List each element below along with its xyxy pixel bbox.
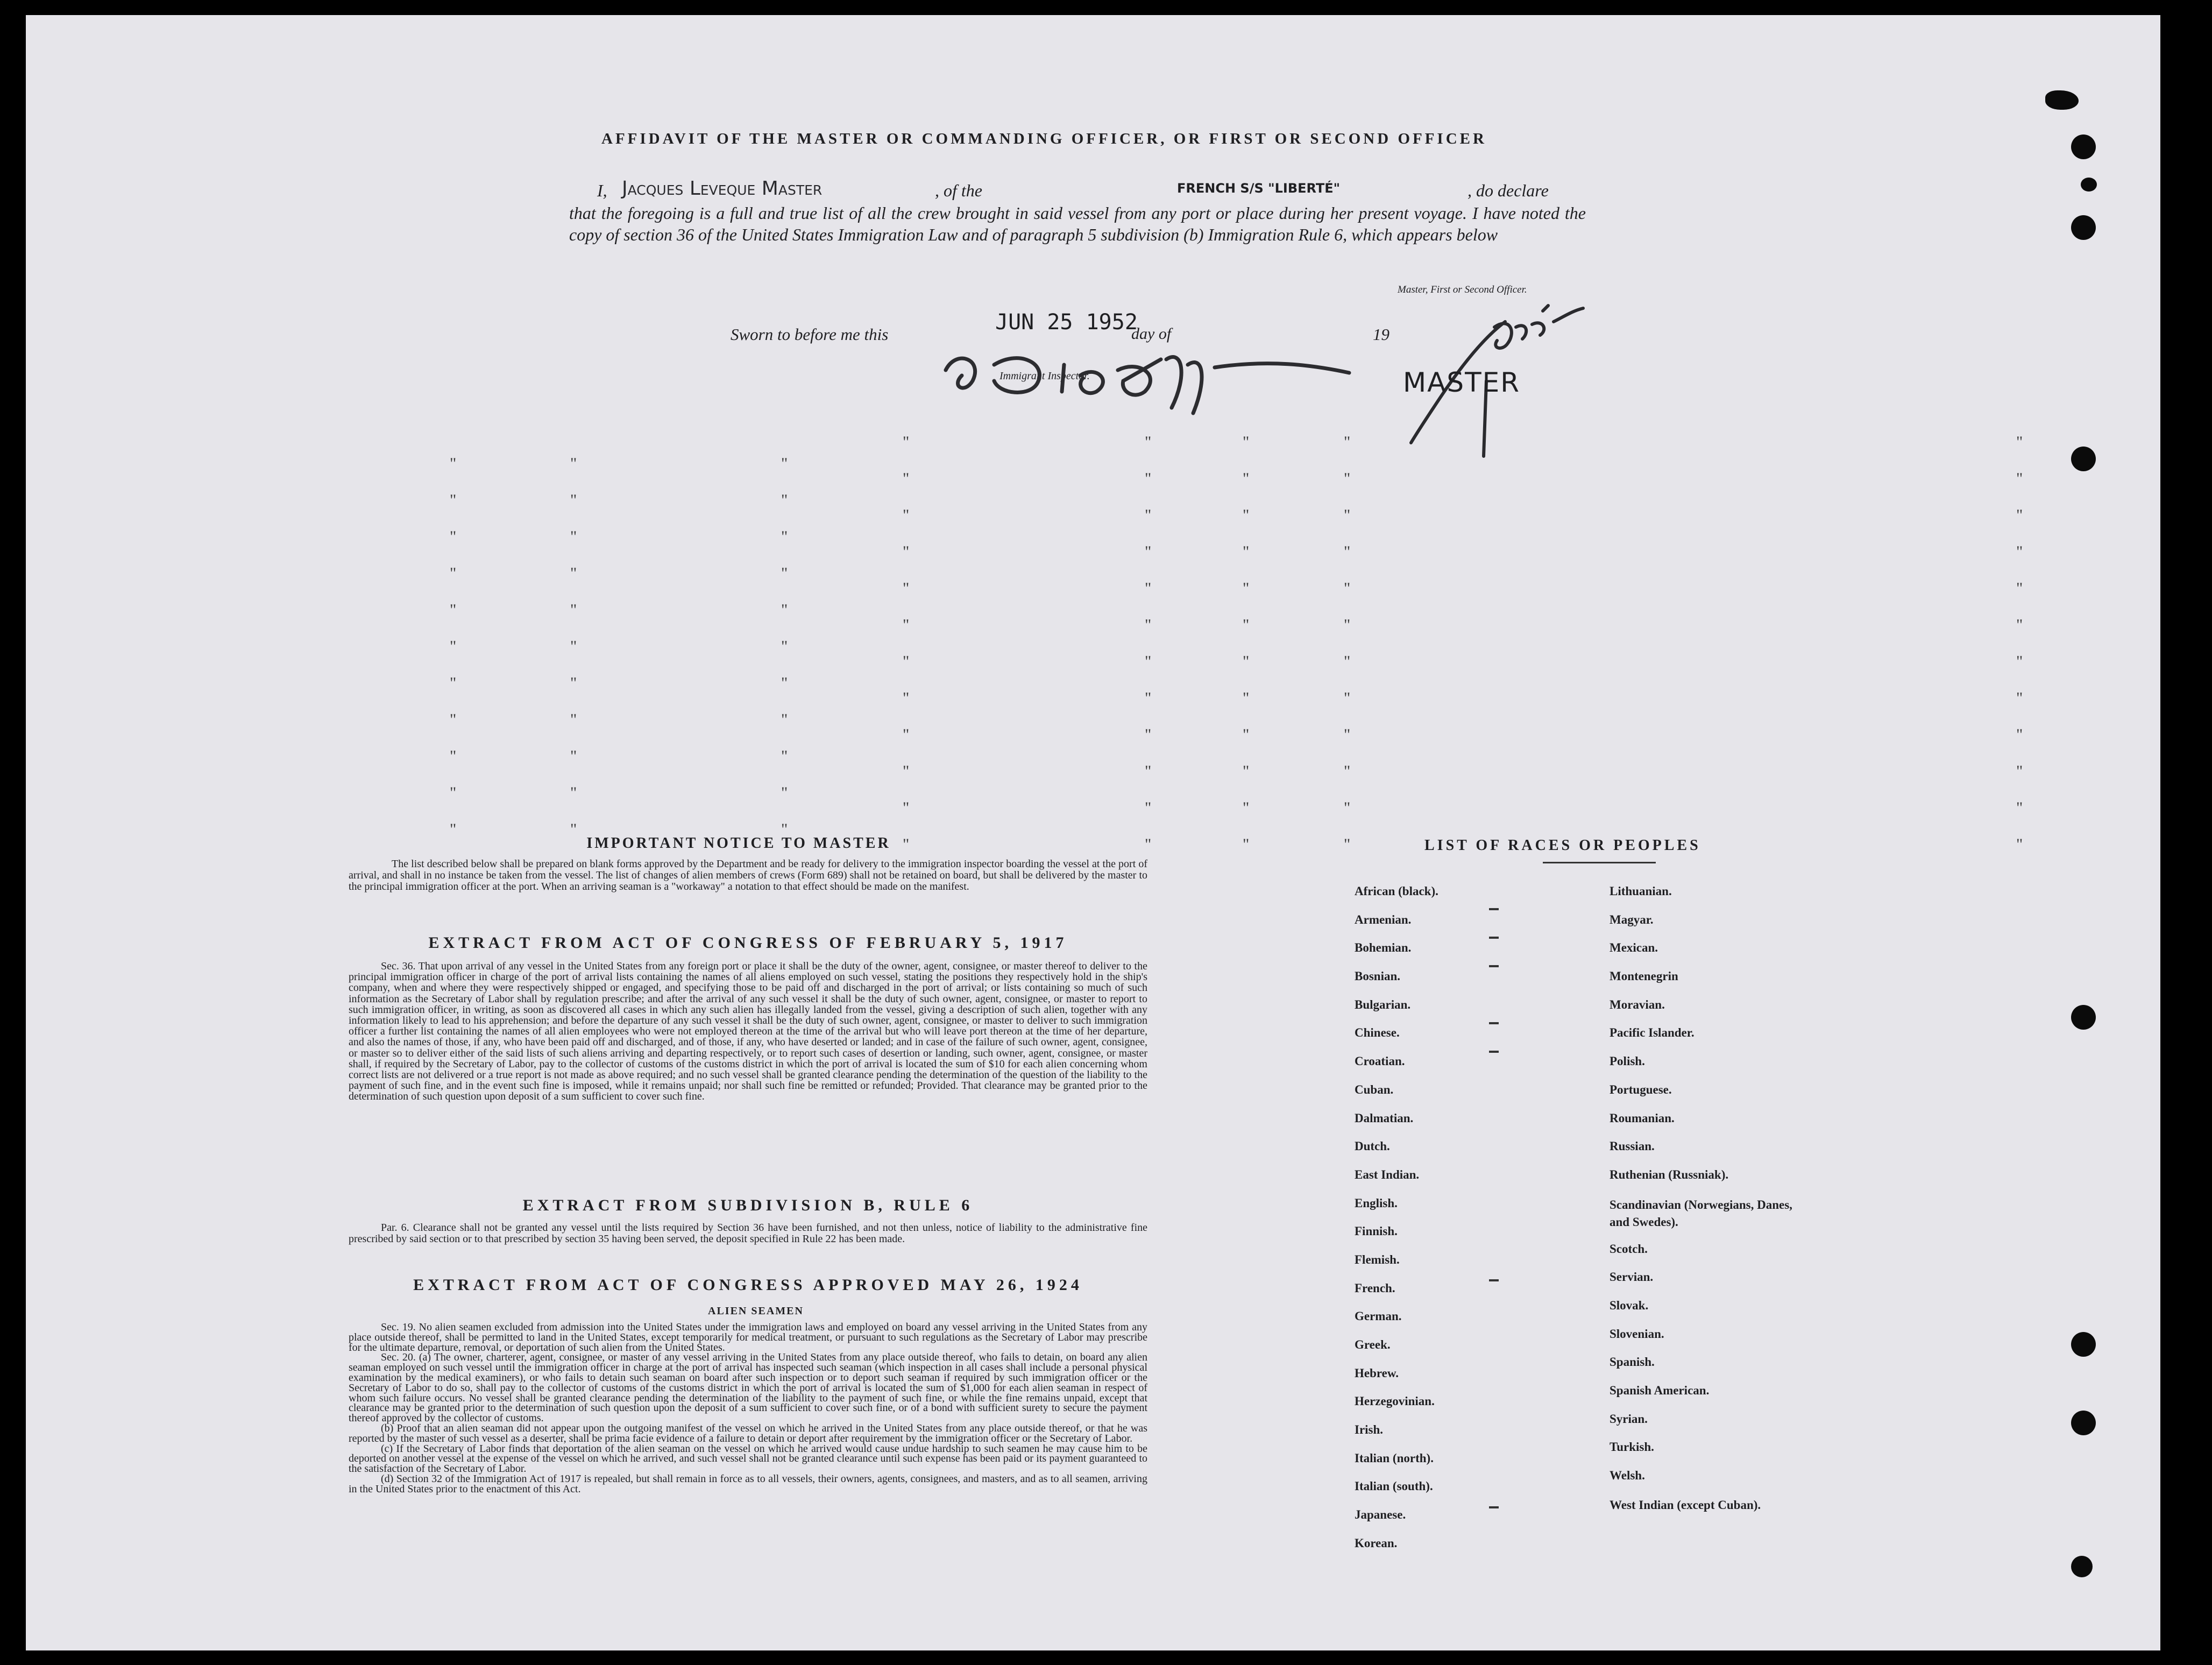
punch-hole bbox=[2071, 1005, 2096, 1030]
ditto-mark: " bbox=[781, 784, 788, 802]
ditto-mark: " bbox=[1145, 689, 1152, 707]
ditto-mark: " bbox=[781, 820, 788, 838]
alien-seamen-subtitle: ALIEN SEAMEN bbox=[708, 1305, 804, 1317]
ditto-mark: " bbox=[1243, 689, 1250, 707]
race-item: Spanish American. bbox=[1610, 1384, 1710, 1397]
race-item: Portuguese. bbox=[1610, 1082, 1672, 1096]
race-item: Turkish. bbox=[1610, 1440, 1654, 1454]
ditto-mark: " bbox=[450, 820, 457, 838]
race-item: Flemish. bbox=[1355, 1252, 1400, 1266]
subdivision-b-title: EXTRACT FROM SUBDIVISION B, RULE 6 bbox=[522, 1196, 974, 1214]
race-item: Finnish. bbox=[1355, 1224, 1398, 1238]
ditto-mark: " bbox=[781, 637, 788, 655]
ditto-mark: " bbox=[1145, 835, 1152, 853]
ditto-column bbox=[781, 445, 788, 848]
ditto-mark: " bbox=[1145, 799, 1152, 817]
day-of-text: day of bbox=[1131, 325, 1172, 343]
race-item: African (black). bbox=[1355, 884, 1438, 898]
notice-text: The list described below shall be prepared on blank forms approved by the Department and be ready for delivery to the immigration inspector boarding the vessel at the port of arrival, and shall in no instance be taken from the vessel. The list of changes of alien members of crews (Form 689) shall not be retained on board, but shall be delivered by the master to the principal immigration officer at the port. When an arriving seaman is a "workaway" a notation to that effect should be made on the manifest. bbox=[349, 858, 1147, 892]
extract-1917-text: Sec. 36. That upon arrival of any vessel in the United States from any foreign port or place it shall be the duty of the owner, agent, consignee, or master thereof to deliver to the principal immigration officer in charge of the port of arrival lists containing the names of all aliens employed on such vessel, stating the positions they respectively hold in the ship's company, when and where they were respectively shipped or engaged, and specifying those to be paid off and discharged in the port of arrival; or lists containing so much of such information as the Secretary of Labor shall by regulation prescribe; and after the arrival of any such vessel it shall be the duty of such owner, agent, consignee, or master to report to such immigration officer, in writing, as soon as discovered all cases in which any such alien has illegally landed from the vessel, giving a description of such alien, together with any information likely to lead to his apprehension; and before the departure of any such vessel it shall be the duty of such owner, agent, consignee, or master to deliver to such immigration officer a further list containing the names of all alien employees who were not employed thereon at the time of the arrival but who will leave port thereon at the time of her departure, and also the names of those, if any, who have been paid off and discharged, and of those, if any, who have deserted or landed; and in case of the failure of such owner, agent, consignee, or master so to deliver either of the said lists of such aliens arriving and departing respectively, or to report such cases of desertion or landing, such owner, agent, consignee, or master shall, if required by the Secretary of Labor, pay to the collector of customs of the customs district in which the port of arrival is located the sum of $10 for each alien concerning whom correct lists are not delivered or a true report is not made as above required; and no such vessel shall be granted clearance pending the determination of the question of the liability to the payment of such fine, and in the event such fine is imposed, while it remains unpaid; nor shall such fine be remitted or refunded; Provided. That clearance may be granted prior to the determination of such question upon deposit of a sum sufficient to cover such fine. bbox=[349, 960, 1147, 1103]
affidavit-body: that the foregoing is a full and true list of all the crew brought in said vessel from any port or place during her present voyage. I have noted the copy of section 36 of the United States Immigration Law and of paragraph 5 subdivision (b) Immigration Rule 6, which appears below bbox=[569, 203, 1586, 244]
ditto-mark: " bbox=[2016, 616, 2023, 634]
ditto-mark: " bbox=[781, 601, 788, 619]
ditto-mark: " bbox=[781, 491, 788, 509]
race-item: Roumanian. bbox=[1610, 1111, 1675, 1125]
race-item: Polish. bbox=[1610, 1054, 1645, 1068]
race-item: Spanish. bbox=[1610, 1355, 1655, 1369]
race-item: Croatian. bbox=[1355, 1054, 1405, 1068]
ditto-mark: " bbox=[570, 820, 577, 838]
ditto-mark: " bbox=[1243, 543, 1250, 561]
race-item: Bohemian. bbox=[1355, 941, 1412, 955]
declare-text: , do declare bbox=[1467, 181, 1549, 200]
race-item: Dutch. bbox=[1355, 1139, 1390, 1153]
ditto-mark: " bbox=[1344, 762, 1351, 780]
race-item: Ruthenian (Russniak). bbox=[1610, 1167, 1729, 1181]
dash-mark bbox=[1489, 908, 1499, 910]
ditto-mark: " bbox=[1243, 433, 1250, 451]
date-stamp: JUN 25 1952 bbox=[995, 310, 1138, 335]
ditto-mark: " bbox=[1145, 579, 1152, 597]
races-title: LIST OF RACES OR PEOPLES bbox=[1424, 837, 1701, 854]
master-name: Jacques Leveque Master bbox=[622, 178, 823, 200]
ditto-mark: " bbox=[1243, 835, 1250, 853]
race-item: Irish. bbox=[1355, 1423, 1384, 1437]
ditto-mark: " bbox=[1243, 726, 1250, 743]
race-item: Welsh. bbox=[1610, 1469, 1645, 1483]
ditto-mark: " bbox=[1344, 470, 1351, 487]
ditto-mark: " bbox=[781, 455, 788, 472]
extract-1924-title: EXTRACT FROM ACT OF CONGRESS APPROVED MAY 26, 1924 bbox=[413, 1276, 1083, 1294]
race-item: Korean. bbox=[1355, 1536, 1398, 1550]
races-list-left bbox=[1355, 884, 1438, 1565]
ditto-mark: " bbox=[1243, 799, 1250, 817]
inspector-signature bbox=[935, 327, 1355, 419]
of-the-text: , of the bbox=[935, 181, 982, 200]
punch-hole bbox=[2071, 1411, 2096, 1435]
race-item: East Indian. bbox=[1355, 1167, 1420, 1181]
ditto-mark: " bbox=[570, 711, 577, 728]
master-stamp: MASTER bbox=[1403, 367, 1520, 398]
ditto-mark: " bbox=[450, 637, 457, 655]
punch-hole bbox=[2071, 1332, 2096, 1357]
subdivision-b-text: Par. 6. Clearance shall not be granted any vessel until the lists required by Section 36 have been furnished, and not then unless, notice of liability to the administrative fine prescribed by said section or to that prescribed by section 35 having been served, the deposit specified in Rule 22 has been made. bbox=[349, 1222, 1147, 1245]
ditto-mark: " bbox=[903, 835, 910, 853]
ditto-column bbox=[903, 424, 909, 863]
ditto-mark: " bbox=[450, 528, 457, 545]
affidavit-title: AFFIDAVIT OF THE MASTER OR COMMANDING OFFICER, OR FIRST OR SECOND OFFICER bbox=[601, 130, 1487, 147]
race-item: French. bbox=[1355, 1281, 1395, 1295]
ditto-mark: " bbox=[1243, 762, 1250, 780]
race-item: Bulgarian. bbox=[1355, 997, 1411, 1011]
ditto-mark: " bbox=[1145, 653, 1152, 670]
ditto-mark: " bbox=[450, 564, 457, 582]
ditto-mark: " bbox=[450, 711, 457, 728]
ditto-mark: " bbox=[450, 491, 457, 509]
dash-mark bbox=[1489, 965, 1499, 967]
race-item: Japanese. bbox=[1355, 1508, 1406, 1522]
ditto-mark: " bbox=[570, 455, 577, 472]
ditto-mark: " bbox=[2016, 433, 2023, 451]
ditto-mark: " bbox=[570, 637, 577, 655]
ditto-mark: " bbox=[2016, 579, 2023, 597]
inspector-caption: Immigrant Inspector. bbox=[999, 370, 1090, 382]
race-item: Hebrew. bbox=[1355, 1366, 1399, 1380]
races-list-right bbox=[1610, 884, 1814, 1525]
punch-hole bbox=[2071, 1556, 2093, 1577]
vessel-name: FRENCH S/S "LIBERTÉ" bbox=[1177, 181, 1341, 196]
race-item: Italian (south). bbox=[1355, 1479, 1433, 1493]
ditto-mark: " bbox=[1145, 506, 1152, 524]
ditto-mark: " bbox=[903, 762, 910, 780]
ditto-mark: " bbox=[2016, 543, 2023, 561]
extract-1924-paragraph: (b) Proof that an alien seaman did not appear upon the outgoing manifest of the vessel on which he arrived in the United States from any place outside thereof, or that he was reported by the master of such vessel as a deserter, shall be prima facie evidence of a failure to detain or deport after requirement by the immigration officer or the Secretary of Labor. bbox=[349, 1422, 1147, 1444]
dash-mark bbox=[1489, 1506, 1499, 1508]
race-item: Cuban. bbox=[1355, 1082, 1394, 1096]
race-item: Herzegovinian. bbox=[1355, 1394, 1435, 1408]
race-item: Dalmatian. bbox=[1355, 1111, 1414, 1125]
ditto-mark: " bbox=[570, 747, 577, 765]
officer-caption: Master, First or Second Officer. bbox=[1398, 284, 1527, 295]
race-item: Slovenian. bbox=[1610, 1327, 1664, 1341]
race-item: Italian (north). bbox=[1355, 1451, 1434, 1465]
ditto-mark: " bbox=[1344, 726, 1351, 743]
ditto-mark: " bbox=[1344, 616, 1351, 634]
ditto-mark: " bbox=[903, 653, 910, 670]
race-item: Armenian. bbox=[1355, 912, 1412, 926]
extract-1924-body bbox=[349, 1322, 1147, 1494]
ditto-mark: " bbox=[450, 601, 457, 619]
punch-hole bbox=[2071, 134, 2096, 159]
ditto-mark: " bbox=[1243, 470, 1250, 487]
punch-hole bbox=[2081, 178, 2097, 192]
ditto-column bbox=[1344, 424, 1350, 863]
dash-mark bbox=[1489, 1279, 1499, 1281]
ditto-mark: " bbox=[450, 784, 457, 802]
ditto-mark: " bbox=[1344, 835, 1351, 853]
ditto-mark: " bbox=[1145, 726, 1152, 743]
ditto-mark: " bbox=[2016, 799, 2023, 817]
ditto-mark: " bbox=[1243, 506, 1250, 524]
ditto-mark: " bbox=[903, 470, 910, 487]
ditto-mark: " bbox=[903, 579, 910, 597]
race-item: Moravian. bbox=[1610, 997, 1665, 1011]
ditto-mark: " bbox=[2016, 653, 2023, 670]
document-page bbox=[26, 15, 2160, 1650]
ditto-mark: " bbox=[1145, 762, 1152, 780]
ditto-mark: " bbox=[781, 711, 788, 728]
ditto-mark: " bbox=[1145, 433, 1152, 451]
ditto-mark: " bbox=[1243, 653, 1250, 670]
ditto-column bbox=[1145, 424, 1151, 863]
race-item: Slovak. bbox=[1610, 1298, 1649, 1312]
ditto-mark: " bbox=[1344, 543, 1351, 561]
dash-mark bbox=[1489, 1051, 1499, 1053]
extract-1924-paragraph: Sec. 20. (a) The owner, charterer, agent, consignee, or master of any vessel arriving in the United States from any place outside thereof, who fails to detain, on board any alien seaman employed on such vessel until the immigration officer in charge at the port of arrival has inspected such seaman (which inspection in all cases shall include a personal physical examination by the medical examiners), or who fails to detain such seaman on board after such inspection or to deport such seaman if required by such immigration officer or the Secretary of Labor to do so, shall pay to the collector of customs of the customs district in which the port of arrival is located the sum of $1,000 for each alien seaman in respect of whom such failure occurs. No vessel shall be granted clearance pending the determination of the liability to the payment of such fine, or while the fine remains unpaid, except that clearance may be granted prior to the determination of such question upon the deposit of a sum sufficient to cover such fine, or of a bond with sufficient surety to secure the payment thereof approved by the collector of customs. bbox=[349, 1351, 1147, 1425]
ditto-column bbox=[570, 445, 577, 848]
ditto-mark: " bbox=[1145, 616, 1152, 634]
race-item: German. bbox=[1355, 1309, 1402, 1323]
ditto-mark: " bbox=[903, 543, 910, 561]
ditto-mark: " bbox=[570, 601, 577, 619]
dash-mark bbox=[1489, 1022, 1499, 1024]
race-item: Montenegrin bbox=[1610, 969, 1678, 983]
notice-title: IMPORTANT NOTICE TO MASTER bbox=[586, 835, 891, 852]
ditto-mark: " bbox=[2016, 689, 2023, 707]
race-item: Scandinavian (Norwegians, Danes, and Swedes). bbox=[1610, 1198, 1792, 1229]
extract-1924-paragraph: (d) Section 32 of the Immigration Act of 1917 is repealed, but shall remain in force as to all vessels, their owners, agents, consignees, and masters, and as to all seamen, arriving in the United States prior to the enactment of this Act. bbox=[349, 1472, 1147, 1495]
ditto-mark: " bbox=[2016, 506, 2023, 524]
dash-mark bbox=[1489, 937, 1499, 939]
race-item: Russian. bbox=[1610, 1139, 1655, 1153]
sworn-text: Sworn to before me this bbox=[731, 325, 889, 344]
ditto-mark: " bbox=[1344, 506, 1351, 524]
race-item: West Indian (except Cuban). bbox=[1610, 1498, 1761, 1512]
race-item: Greek. bbox=[1355, 1338, 1391, 1351]
race-item: Pacific Islander. bbox=[1610, 1026, 1695, 1040]
ditto-column bbox=[2016, 424, 2023, 863]
affidavit-intro: I, bbox=[597, 181, 607, 200]
ditto-mark: " bbox=[903, 726, 910, 743]
ditto-mark: " bbox=[570, 564, 577, 582]
ditto-mark: " bbox=[903, 616, 910, 634]
extract-1917-title: EXTRACT FROM ACT OF CONGRESS OF FEBRUARY 5, 1917 bbox=[428, 934, 1068, 952]
ditto-mark: " bbox=[1344, 433, 1351, 451]
extract-1924-paragraph: (c) If the Secretary of Labor finds that deportation of the alien seaman on the vessel on which he arrived would cause undue hardship to such seamen he may cause him to be deported on another vessel at the expense of the vessel on which he arrived, and such vessel shall not be granted clearance until such expense has been paid or its payment guaranteed to the satisfaction of the Secretary of Labor. bbox=[349, 1442, 1147, 1475]
punch-hole bbox=[2071, 215, 2096, 240]
ditto-mark: " bbox=[781, 528, 788, 545]
punch-hole bbox=[2071, 447, 2096, 471]
race-item: Chinese. bbox=[1355, 1026, 1400, 1040]
ditto-mark: " bbox=[1344, 799, 1351, 817]
ditto-mark: " bbox=[1145, 543, 1152, 561]
ditto-mark: " bbox=[570, 784, 577, 802]
ditto-mark: " bbox=[903, 433, 910, 451]
ditto-mark: " bbox=[781, 674, 788, 692]
ditto-mark: " bbox=[1145, 470, 1152, 487]
ditto-mark: " bbox=[1344, 579, 1351, 597]
race-item: Lithuanian. bbox=[1610, 884, 1672, 898]
ditto-mark: " bbox=[1243, 616, 1250, 634]
race-item: English. bbox=[1355, 1196, 1398, 1210]
ditto-mark: " bbox=[903, 689, 910, 707]
ditto-mark: " bbox=[450, 747, 457, 765]
ink-blot bbox=[2045, 90, 2079, 110]
ditto-column bbox=[450, 445, 456, 848]
ditto-mark: " bbox=[570, 674, 577, 692]
ditto-mark: " bbox=[2016, 726, 2023, 743]
race-item: Servian. bbox=[1610, 1270, 1654, 1284]
ditto-mark: " bbox=[781, 564, 788, 582]
ditto-mark: " bbox=[450, 674, 457, 692]
race-item: Scotch. bbox=[1610, 1242, 1648, 1256]
year-prefix: 19 bbox=[1373, 325, 1389, 344]
race-item: Syrian. bbox=[1610, 1412, 1648, 1426]
race-item: Mexican. bbox=[1610, 941, 1658, 955]
ditto-mark: " bbox=[903, 799, 910, 817]
ditto-mark: " bbox=[781, 747, 788, 765]
races-title-rule bbox=[1543, 862, 1656, 863]
ditto-column bbox=[1243, 424, 1249, 863]
ditto-mark: " bbox=[2016, 470, 2023, 487]
race-item: Magyar. bbox=[1610, 912, 1654, 926]
ditto-mark: " bbox=[450, 455, 457, 472]
extract-1924-paragraph: Sec. 19. No alien seamen excluded from admission into the United States under the immigration laws and employed on board any vessel arriving in the United States from any place outside thereof, shall be permitted to land in the United States, except temporarily for medical treatment, or pursuant to such regulations as the Secretary of Labor may prescribe for the ultimate departure, removal, or deportation of such alien from the United States. bbox=[349, 1321, 1147, 1354]
ditto-mark: " bbox=[1344, 689, 1351, 707]
ditto-mark: " bbox=[570, 491, 577, 509]
ditto-mark: " bbox=[2016, 835, 2023, 853]
ditto-mark: " bbox=[2016, 762, 2023, 780]
race-item: Bosnian. bbox=[1355, 969, 1401, 983]
ditto-mark: " bbox=[1344, 653, 1351, 670]
ditto-mark: " bbox=[903, 506, 910, 524]
ditto-mark: " bbox=[570, 528, 577, 545]
ditto-mark: " bbox=[1243, 579, 1250, 597]
